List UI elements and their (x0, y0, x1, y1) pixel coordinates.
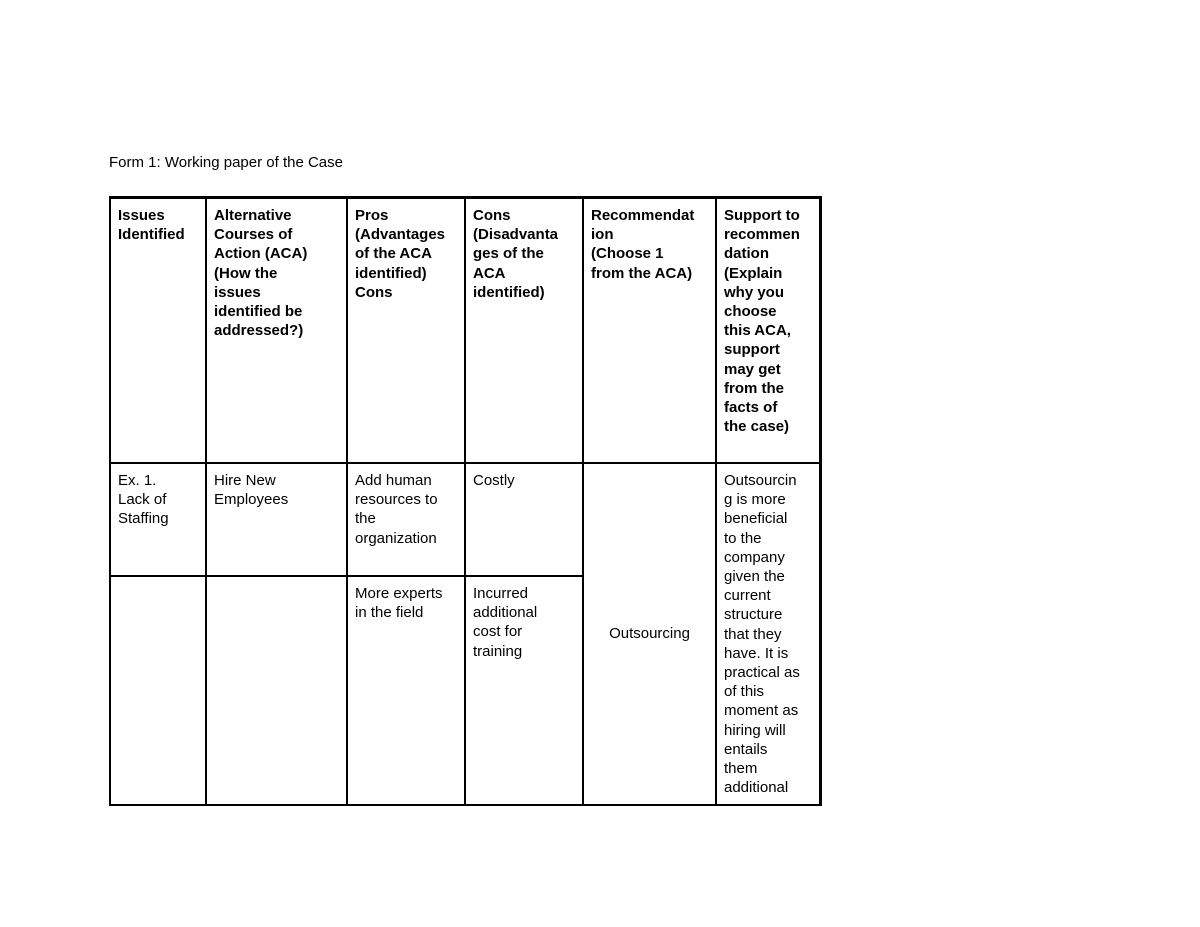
row2-pros: More experts in the field (355, 585, 443, 622)
row1-pros: Add human resources to the organization (355, 472, 438, 547)
header-pros: Pros (Advantages of the ACA identified) Cons (355, 207, 446, 301)
header-issues-identified: Issues Identified (118, 207, 185, 244)
col-divider-1 (205, 196, 207, 806)
recommendation-cell (583, 463, 716, 805)
recommendation-text: Outsourcing (609, 625, 690, 643)
col-divider-2 (346, 196, 348, 806)
row1-aca: Hire New Employees (214, 472, 289, 509)
col-divider-4 (582, 196, 584, 806)
row1-issue: Ex. 1. Lack of Staffing (118, 472, 169, 528)
header-support: Support to recommen dation (Explain why you choose this ACA, support may get from the facts of the case) (724, 207, 800, 436)
col-divider-3 (464, 196, 466, 806)
support-cell: Outsourcin g is more beneficial to the company given the current structure that they have. It is practical as of this moment as hiring will entails them additional (724, 472, 800, 797)
table-border-right (819, 196, 822, 806)
row2-aca (206, 576, 347, 805)
row-divider-1 (109, 575, 584, 577)
header-recommendation: Recommendat ion (Choose 1 from the ACA) (591, 207, 695, 282)
row-divider-header (109, 462, 822, 464)
row2-issue (110, 576, 206, 805)
header-cons: Cons (Disadvanta ges of the ACA identified) (473, 207, 559, 301)
header-alternative-courses: Alternative Courses of Action (ACA) (How the issues identified be addressed?) (214, 207, 308, 340)
col-divider-5 (715, 196, 717, 806)
row1-cons: Costly (473, 472, 515, 489)
form-title: Form 1: Working paper of the Case (109, 154, 343, 171)
row2-cons: Incurred additional cost for training (473, 585, 538, 660)
table-border-left (109, 196, 111, 806)
